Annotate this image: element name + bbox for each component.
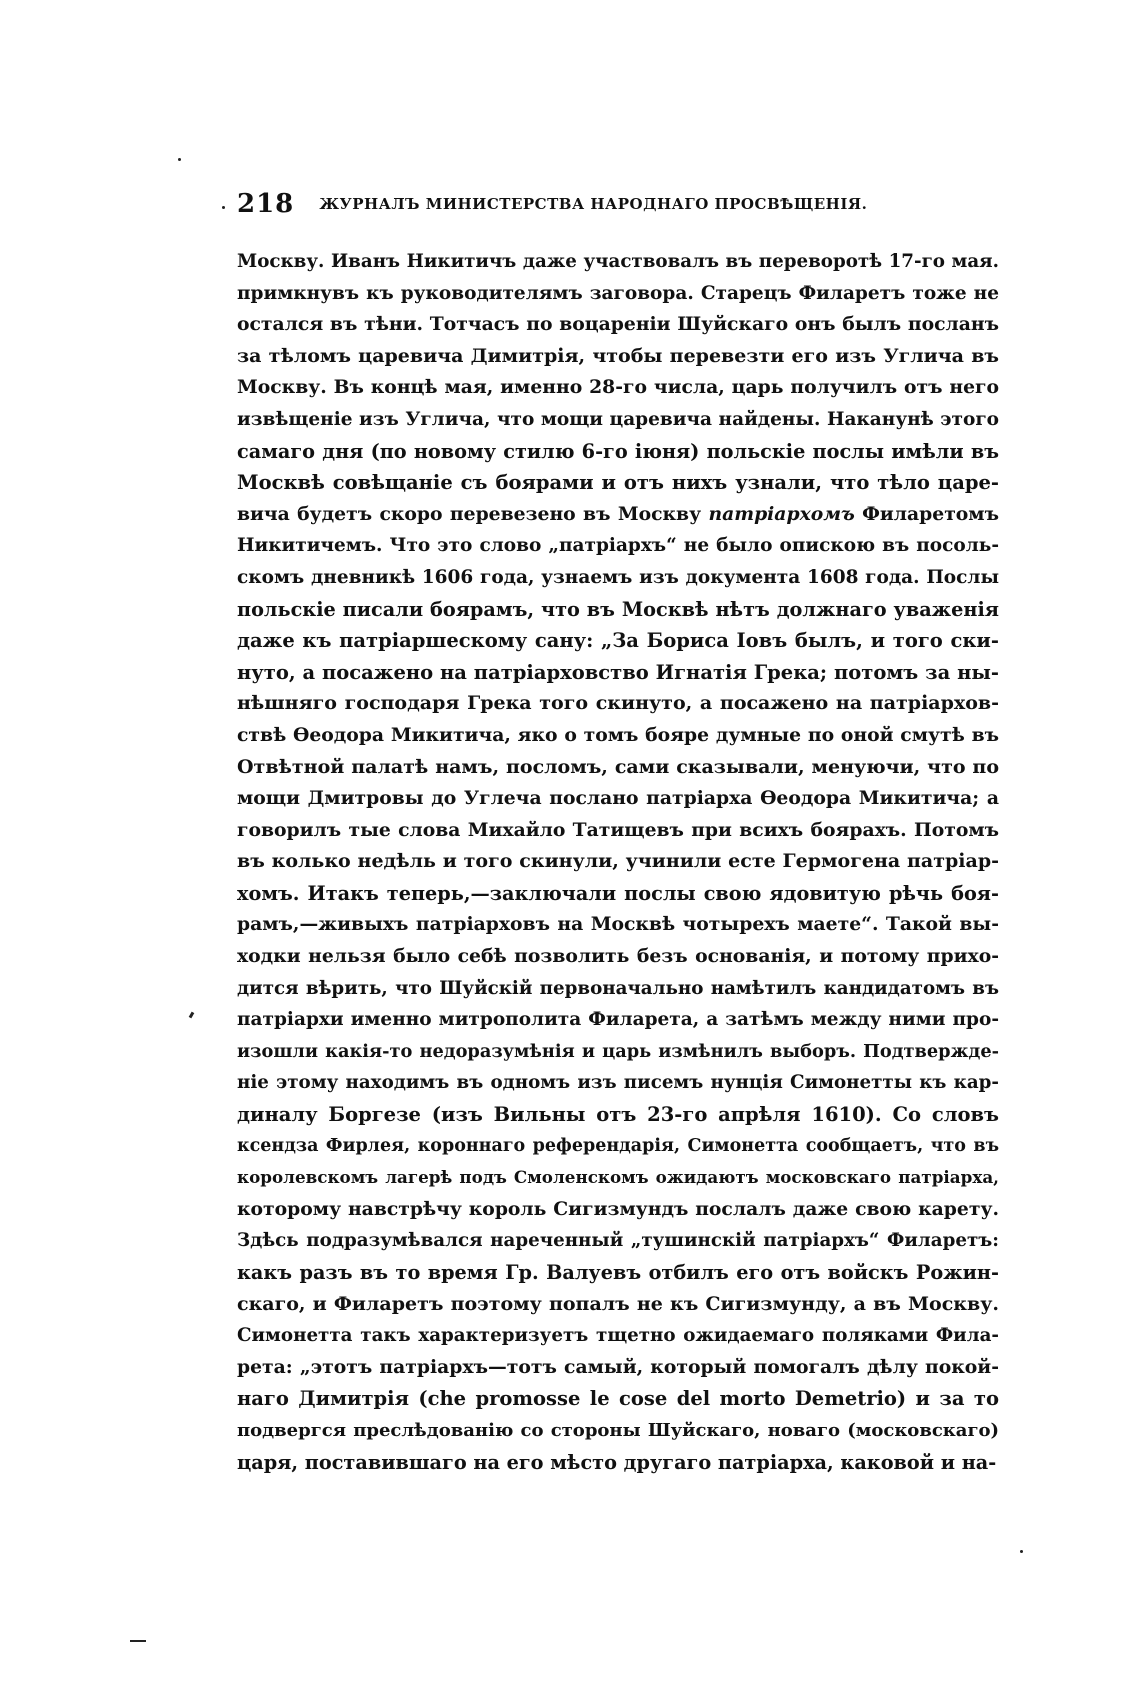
page-number: 218	[237, 189, 295, 219]
text-line: ніе этому находимъ въ одномъ изъ писемъ нунція Симонетты къ кар-	[237, 1072, 999, 1094]
text-line: наго Димитрія (che promosse le cose del morto Demetrio) и за то	[237, 1387, 999, 1411]
text-line: рамъ,—живыхъ патріарховъ на Москвѣ чотырехъ маете“. Такой вы-	[237, 913, 999, 936]
text-line: хомъ. Итакъ теперь,—заключали послы свою ядовитую рѣчь боя-	[237, 881, 999, 905]
text-line: подвергся преслѣдованію со стороны Шуйскаго, новаго (московскаго)	[237, 1419, 999, 1441]
body-text	[237, 246, 999, 1478]
text-line: ходки нельзя было себѣ позволить безъ основанія, и потому прихо-	[237, 945, 999, 968]
page-header	[237, 189, 997, 221]
text-line: королевскомъ лагерѣ подъ Смоленскомъ ожидаютъ московскаго патріарха,	[237, 1167, 999, 1188]
text-line: вича будетъ скоро перевезено въ Москву патріархомъ Филаретомъ	[237, 502, 999, 525]
text-line: даже къ патріаршескому сану: „За Бориса Іовъ былъ, и того ски-	[237, 629, 999, 653]
running-head: ЖУРНАЛЪ МИНИСТЕРСТВА НАРОДНАГО ПРОСВѢЩЕНІЯ.	[319, 195, 868, 213]
text-line: нѣшняго господаря Грека того скинуто, а посажено на патріархов-	[237, 692, 999, 715]
text-line: Москву. Иванъ Никитичъ даже участвовалъ въ переворотѣ 17-го мая.	[237, 251, 999, 272]
text-line: царя, поставившаго на его мѣсто другаго патріарха, каковой и на-	[237, 1450, 997, 1474]
text-line: ксендза Фирлея, короннаго референдарія, Симонетта сообщаетъ, что въ	[237, 1135, 999, 1156]
text-line: примкнувъ къ руководителямъ заговора. Старецъ Филаретъ тоже не	[237, 282, 999, 304]
speck-mark	[189, 1012, 195, 1019]
text-line: говорилъ тые слова Михайло Татищевъ при всихъ боярахъ. Потомъ	[237, 818, 999, 841]
speck-mark	[222, 206, 225, 209]
text-line: которому навстрѣчу король Сигизмундъ послалъ даже свою карету.	[237, 1197, 999, 1220]
text-line: самаго дня (по новому стилю 6-го іюня) польскіе послы имѣли въ	[237, 439, 999, 463]
text-line: остался въ тѣни. Тотчасъ по воцареніи Шуйскаго онъ былъ посланъ	[237, 313, 999, 336]
text-line: Москвѣ совѣщаніе съ боярами и отъ нихъ узнали, что тѣло царе-	[237, 471, 999, 495]
text-line: ствѣ Ѳеодора Микитича, яко о томъ бояре думные по оной смутѣ въ	[237, 723, 999, 746]
text-line: нуто, а посажено на патріарховство Игнатія Грека; потомъ за ны-	[237, 660, 999, 684]
text-line: Москву. Въ концѣ мая, именно 28-го числа, царь получилъ отъ него	[237, 376, 999, 399]
text-line: въ колько недѣль и того скинули, учинили есте Гермогена патріар-	[237, 850, 999, 873]
text-line: мощи Дмитровы до Углеча послано патріарха Ѳеодора Микитича; а	[237, 787, 999, 810]
speck-mark	[178, 158, 181, 161]
text-line: изошли какія-то недоразумѣнія и царь измѣнилъ выборъ. Подтвержде-	[237, 1040, 999, 1062]
text-line: польскіе писали боярамъ, что въ Москвѣ нѣтъ должнаго уваженія	[237, 597, 999, 621]
text-line: Симонетта такъ характеризуетъ тщетно ожидаемаго поляками Фила-	[237, 1325, 999, 1347]
text-line: Никитичемъ. Что это слово „патріархъ“ не было опискою въ посоль-	[237, 535, 999, 557]
text-line: рета: „этотъ патріархъ—тотъ самый, который помогалъ дѣлу покой-	[237, 1355, 999, 1378]
text-line: диналу Боргезе (изъ Вильны отъ 23-го апрѣля 1610). Со словъ	[237, 1103, 999, 1127]
speck-mark	[1020, 1550, 1023, 1553]
italic-emphasis: патріархомъ	[708, 502, 855, 525]
text-line: Здѣсь подразумѣвался нареченный „тушинскій патріархъ“ Филаретъ:	[237, 1230, 999, 1252]
text-line: Отвѣтной палатѣ намъ, посломъ, сами сказывали, менуючи, что по	[237, 755, 999, 778]
text-line: дится вѣрить, что Шуйскій первоначально намѣтилъ кандидатомъ въ	[237, 977, 999, 999]
text-line: за тѣломъ царевича Димитрія, чтобы перевезти его изъ Углича въ	[237, 344, 999, 367]
text-line: патріархи именно митрополита Филарета, а затѣмъ между ними про-	[237, 1009, 999, 1031]
text-line: какъ разъ въ то время Гр. Валуевъ отбилъ его отъ войскъ Рожин-	[237, 1261, 999, 1284]
text-line: скаго, и Филаретъ поэтому попалъ не къ Сигизмунду, а въ Москву.	[237, 1292, 999, 1315]
text-line: извѣщеніе изъ Углича, что мощи царевича найдены. Наканунѣ этого	[237, 408, 999, 430]
margin-dash-mark	[130, 1640, 146, 1642]
text-line: скомъ дневникѣ 1606 года, узнаемъ изъ документа 1608 года. Послы	[237, 566, 999, 588]
